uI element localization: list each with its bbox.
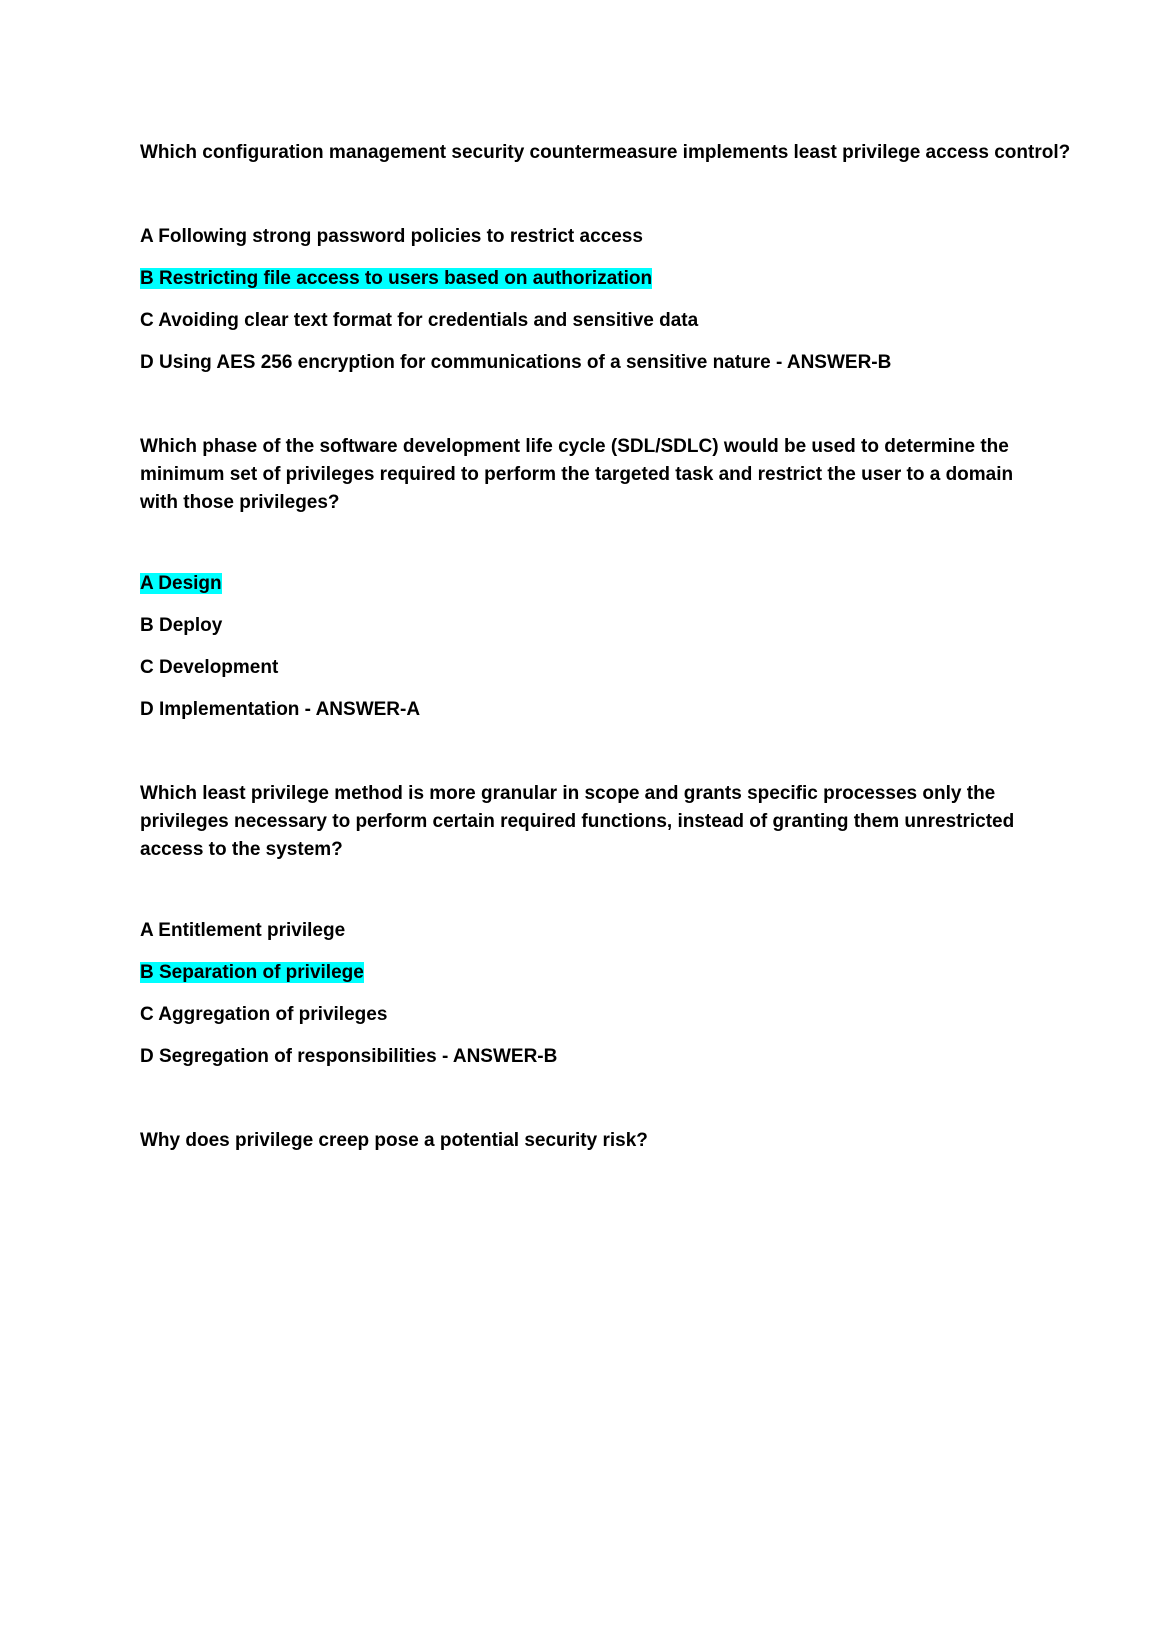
highlighted-answer: B Restricting file access to users based on authorization	[140, 268, 653, 289]
question-2-option-d: D Implementation - ANSWER-A	[140, 699, 421, 720]
question-3-text: Which least privilege method is more granular in scope and grants specific processes only the privileges necessary to perform certain required functions, instead of granting them unrestricted access to the system?	[140, 783, 1015, 860]
question-2-option-c: C Development	[140, 657, 279, 678]
question-1-option-b	[140, 265, 652, 293]
question-3-option-a: A Entitlement privilege	[140, 920, 346, 941]
highlighted-answer: A Design	[140, 573, 222, 594]
question-1-option-a: A Following strong password policies to restrict access	[140, 226, 643, 247]
question-3-option-d: D Segregation of responsibilities - ANSWER-B	[140, 1046, 558, 1067]
question-2-text: Which phase of the software development life cycle (SDL/SDLC) would be used to determine the minimum set of privileges required to perform the targeted task and restrict the user to a domain with those privileges?	[140, 436, 1014, 513]
question-1-option-d: D Using AES 256 encryption for communications of a sensitive nature - ANSWER-B	[140, 352, 892, 373]
question-1-option-c: C Avoiding clear text format for credentials and sensitive data	[140, 310, 699, 331]
question-2-option-b: B Deploy	[140, 615, 223, 636]
question-2-option-a	[140, 570, 222, 598]
question-3-option-c: C Aggregation of privileges	[140, 1004, 388, 1025]
question-1-text: Which configuration management security countermeasure implements least privilege access control?	[140, 142, 1071, 163]
highlighted-answer: B Separation of privilege	[140, 962, 364, 983]
question-3-option-b	[140, 959, 364, 987]
question-4-text: Why does privilege creep pose a potential security risk?	[140, 1130, 648, 1151]
